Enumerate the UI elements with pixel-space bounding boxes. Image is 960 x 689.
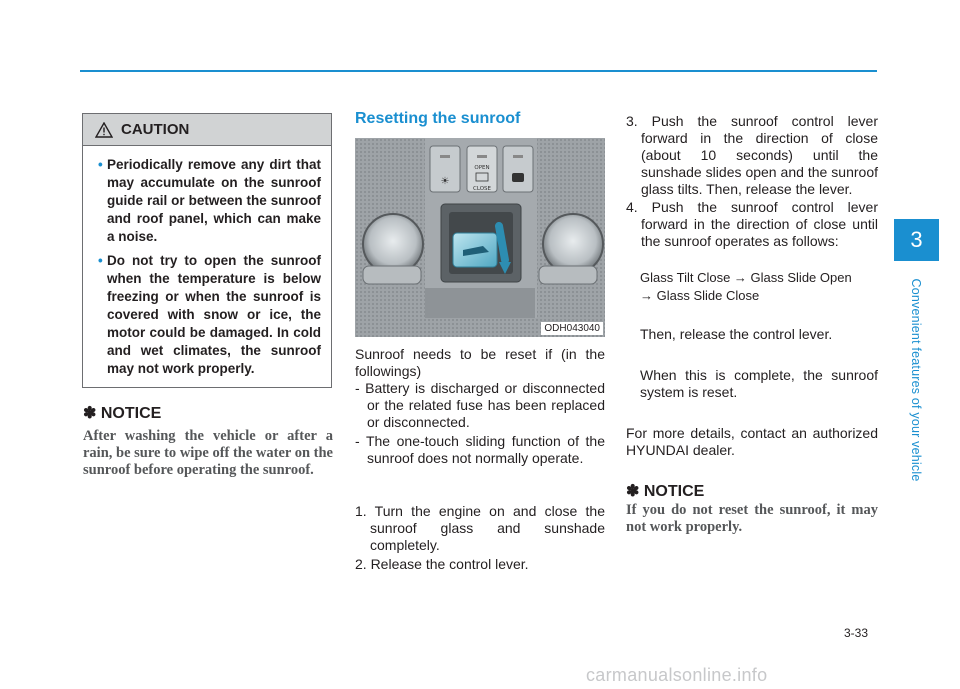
condition-item: - Battery is discharged or disconnected or the related fuse has been replaced or disconnected. <box>355 380 605 430</box>
caution-item: • Periodically remove any dirt that may accumulate on the sunroof guide rail or between the sunroof and roof panel, which can make a noise. <box>98 157 321 244</box>
step-item: 4. Push the sunroof control lever forward in the direction of close until the sunroof operates as follows: <box>626 199 878 249</box>
section-title: Resetting the sunroof <box>355 110 521 127</box>
warning-triangle-icon <box>95 122 113 138</box>
sunroof-control-photo <box>355 138 605 337</box>
bullet-icon: • <box>98 253 103 268</box>
chapter-title <box>905 265 927 495</box>
step-item: 1. Turn the engine on and close the sunroof glass and sunshade completely. <box>355 503 605 553</box>
notice-text: After washing the vehicle or after a rain, be sure to wipe off the water on the sunroof before operating the sunroof. <box>83 428 333 478</box>
caution-list <box>83 146 331 378</box>
dealer-text: For more details, contact an authorized HYUNDAI dealer. <box>626 425 878 458</box>
intro-text: Sunroof needs to be reset if (in the followings) <box>355 346 605 379</box>
notice-title: ✽ NOTICE <box>83 405 162 422</box>
operation-sequence-line: → Glass Slide Close <box>640 288 760 303</box>
operation-sequence-line: Glass Tilt Close → Glass Slide Open <box>640 270 852 285</box>
notice-title: ✽ NOTICE <box>626 483 705 500</box>
caution-title: CAUTION <box>121 121 190 138</box>
step-item: 3. Push the sunroof control lever forward in the direction of close (about 10 seconds) until the sunshade slides open and the sunroof glass tilts. Then, release the lever. <box>626 113 878 197</box>
svg-text:OPEN: OPEN <box>474 165 490 171</box>
svg-text:CLOSE: CLOSE <box>472 186 492 192</box>
bullet-icon: • <box>98 157 103 172</box>
chapter-title-text: Convenient features of your vehicle <box>909 278 923 482</box>
complete-text: When this is complete, the sunroof system is reset. <box>640 367 878 400</box>
top-rule <box>80 70 877 72</box>
overhead-console-illustration <box>355 138 605 337</box>
notice-text: If you do not reset the sunroof, it may not work properly. <box>626 502 878 535</box>
caution-box <box>82 113 332 388</box>
caution-item: • Do not try to open the sunroof when the temperature is below freezing or when the sunroof is covered with snow or ice, the motor could be damaged. In cold and wet climates, the sunroof may not work properly. <box>98 253 321 376</box>
figure-code: ODH043040 <box>541 322 603 335</box>
svg-text:☀: ☀ <box>440 176 450 187</box>
release-text: Then, release the control lever. <box>640 326 833 342</box>
condition-item: - The one-touch sliding function of the sunroof does not normally operate. <box>355 433 605 466</box>
chapter-tab: 3 <box>894 219 939 261</box>
step-item: 2. Release the control lever. <box>355 556 529 572</box>
watermark: carmanualsonline.info <box>586 665 768 685</box>
caution-header <box>83 114 331 146</box>
page-number: 3-33 <box>844 626 869 640</box>
